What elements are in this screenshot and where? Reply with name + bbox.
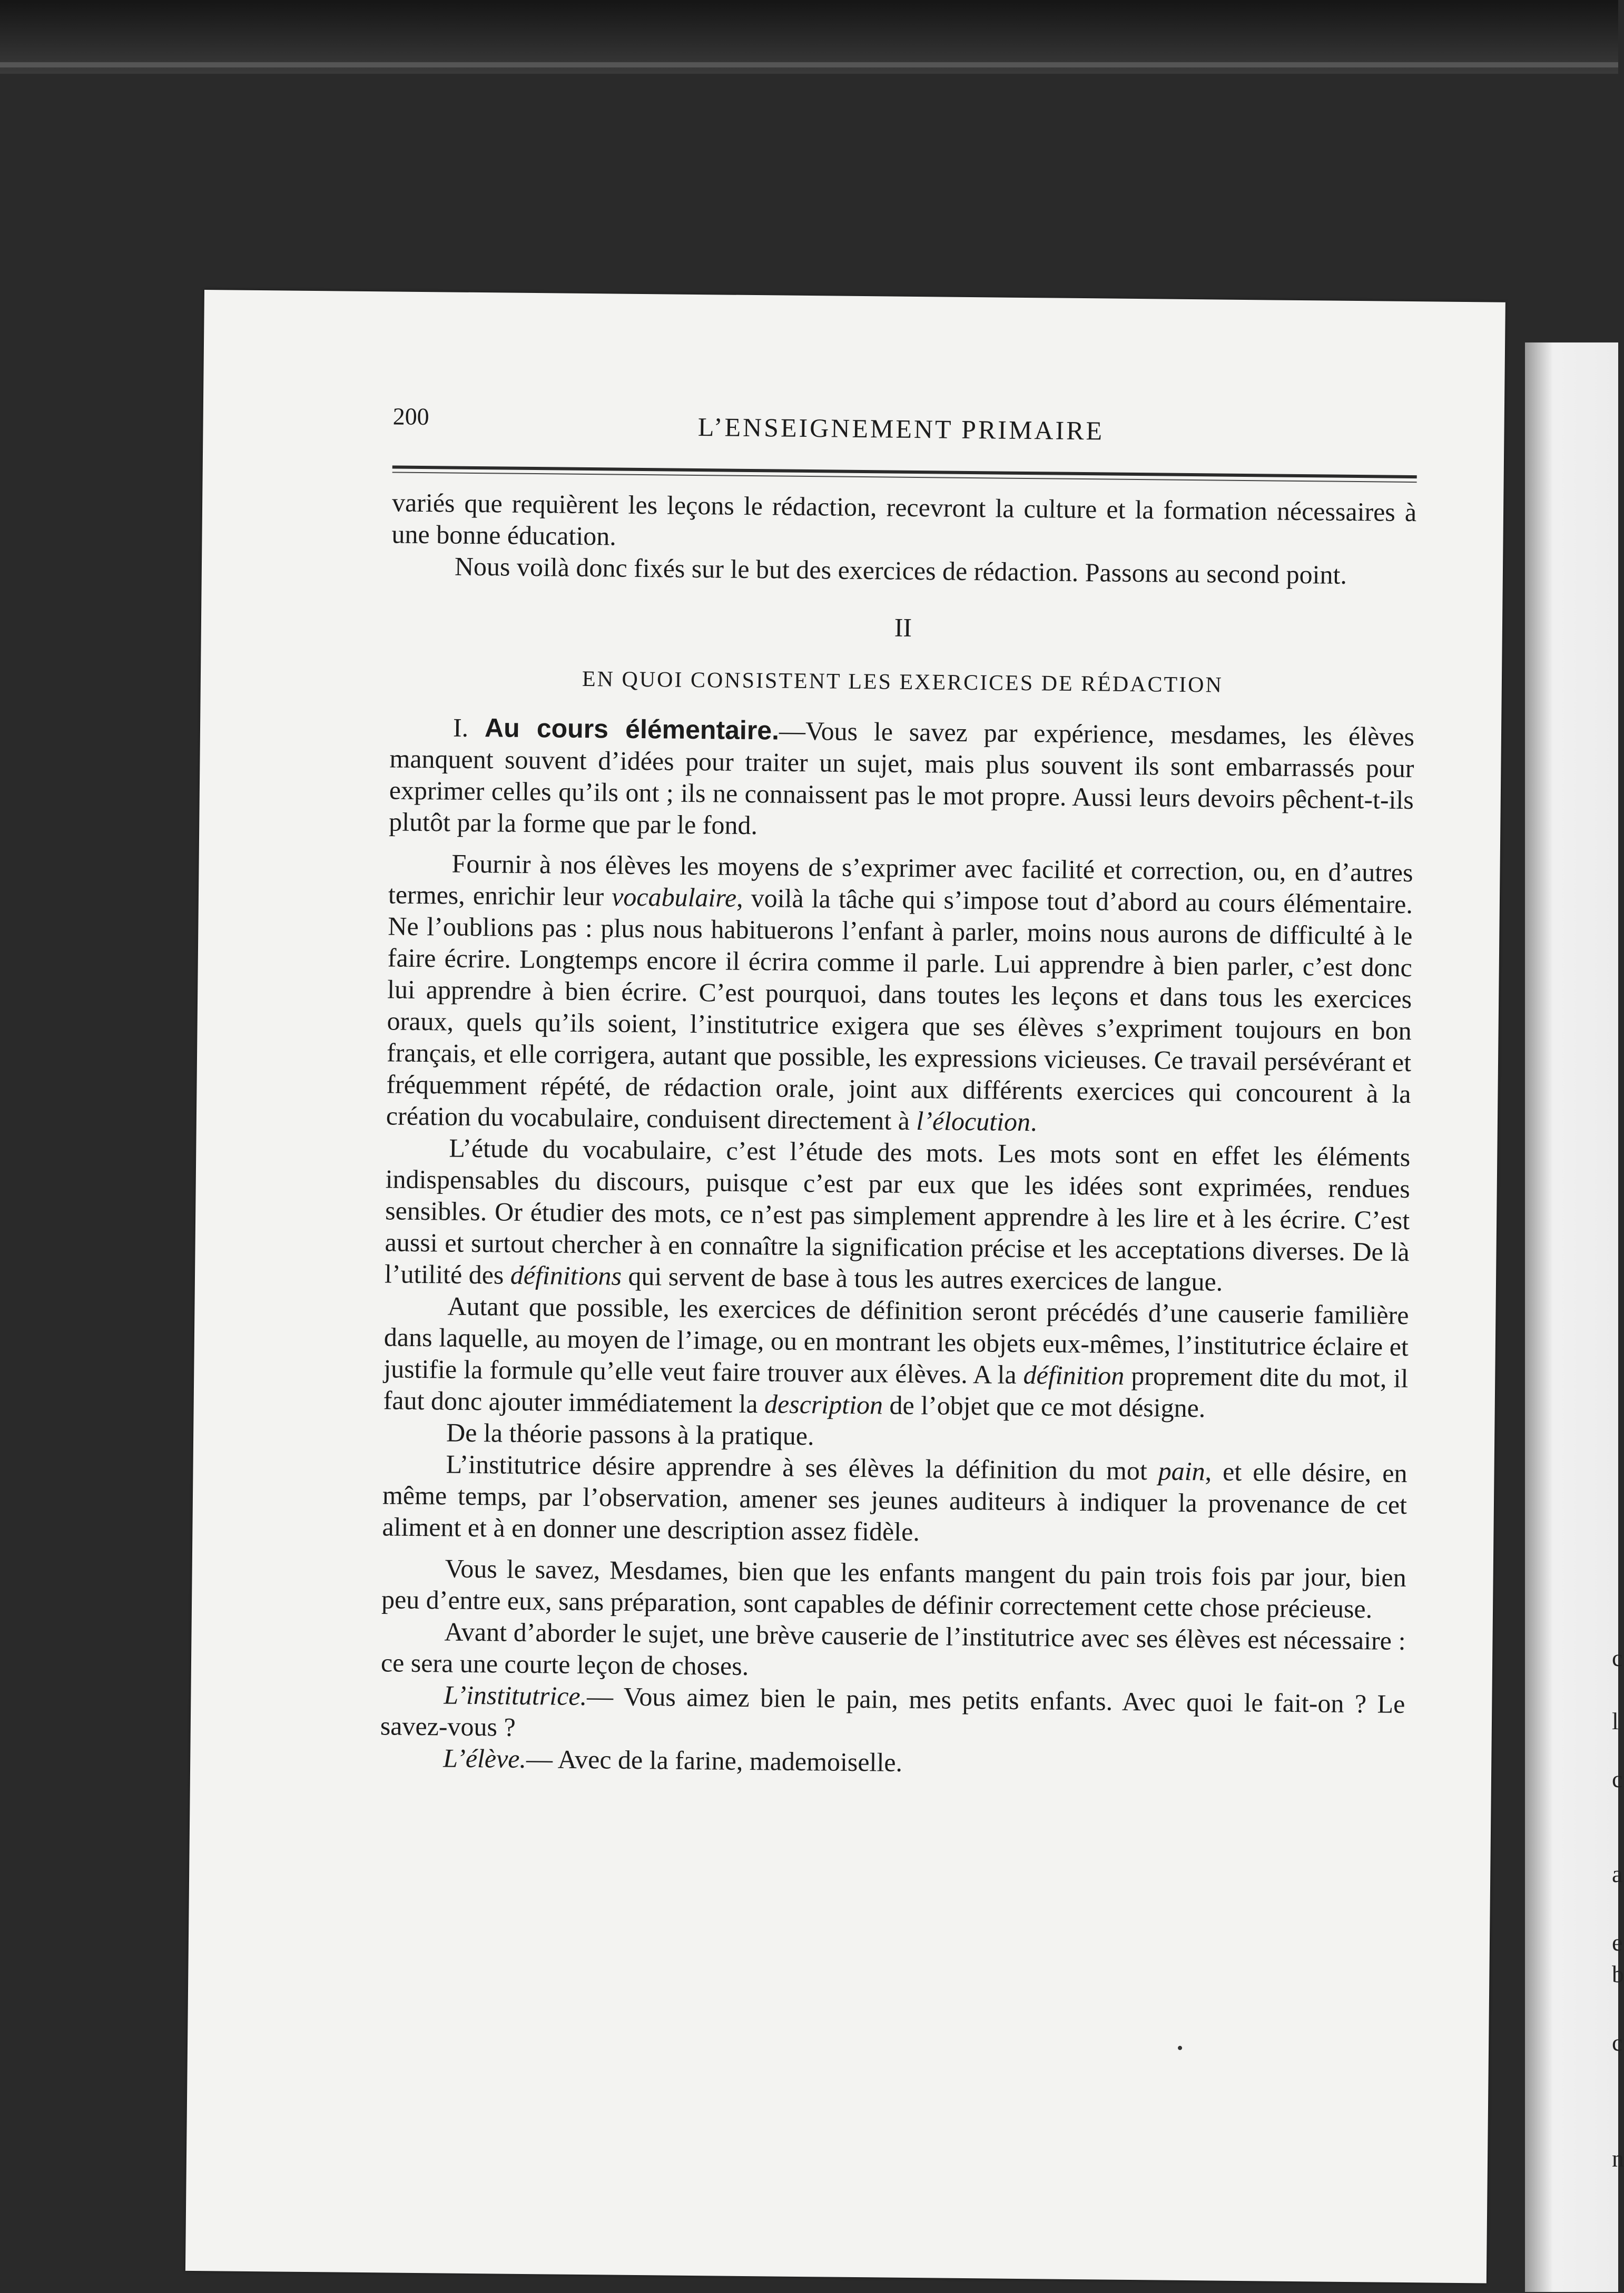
book-page <box>185 290 1505 2284</box>
section-numeral: II <box>894 612 912 642</box>
paragraph <box>385 1131 1411 1299</box>
paragraph: De la théorie passons à la pratique. <box>446 1417 814 1451</box>
paragraph-text: Autant que possible, les exercices de définition seront précédés d’une causerie familière dans laquelle, au moyen de l’image, ou en montrant les objets eux-mêmes, l’institutrice éclaire et justifie la formule qu’elle veut faire trouver aux élèves. A la <box>383 1291 1409 1390</box>
scan-band <box>0 62 1618 67</box>
adjacent-page-letter: b <box>1612 1961 1624 1987</box>
paragraph-text: proprement dite du mot, il faut donc ajouter immédiatement la <box>383 1360 1409 1419</box>
paragraph <box>386 847 1413 1141</box>
italic-term: vocabulaire <box>611 881 737 913</box>
paragraph-text: , voilà la tâche qui s’impose tout d’abord au cours élémentaire. Ne l’oublions pas : plus nous habituerons l’enfant à parler, moins nous aurons de difficulté à le faire écrire. Longtemps encore il écrira comme il parle. Lui apprendre à bien parler, c’est donc lui apprendre à bien écrire. C’est pourquoi, dans toutes les leçons et dans tous les exercices oraux, quels qu’ils soient, l’institutrice exigera que ses élèves s’expriment toujours en bon français, et elle corrigera, autant que possible, les expressions vicieuses. Ce travail persévérant et fréquemment répété, de rédaction orale, joint aux différents exercices qui concourent à la création du vocabulaire, conduisent directement à <box>386 883 1413 1136</box>
italic-term: définition <box>1023 1360 1125 1390</box>
paragraph-text: , et elle désire, en même temps, par l’observation, amener ses jeunes auditeurs à indiquer la provenance de cet aliment et à en donner une description assez fidèle. <box>382 1456 1408 1547</box>
dialogue-speaker: L’élève. <box>443 1743 527 1773</box>
paragraph-text: de l’objet que ce mot désigne. <box>882 1390 1206 1423</box>
adjacent-page-edge <box>1525 342 1624 2292</box>
page-body <box>380 486 1416 1783</box>
running-title: L’ENSEIGNEMENT PRIMAIRE <box>697 412 1105 446</box>
paragraph: variés que requièrent les leçons le rédaction, recevront la culture et la formation nécessaires à une bonne éducation. <box>391 487 1417 551</box>
subsection-number: I. <box>452 712 469 742</box>
subsection-heading: Au cours élémentaire. <box>484 713 780 746</box>
paragraph-text: . <box>1030 1107 1037 1137</box>
paragraph-text: Fournir à nos élèves les moyens de s’exprimer avec facilité et correction, ou, en d’autres termes, enrichir leur <box>388 848 1413 912</box>
paragraph: Nous voilà donc fixés sur le but des exercices de rédaction. Passons au second point. <box>454 551 1347 590</box>
dialogue-text: — Vous aimez bien le pain, mes petits enfants. Avec quoi le fait-on ? Le savez-vous ? <box>380 1681 1405 1742</box>
adjacent-page-letter: c <box>1612 1644 1623 1671</box>
paragraph <box>382 1447 1408 1552</box>
ink-speck <box>1178 2046 1182 2050</box>
paragraph: Avant d’aborder le sujet, une brève causerie de l’institutrice avec ses élèves est nécessaire : ce sera une courte leçon de choses. <box>380 1616 1406 1681</box>
dialogue-text: — Avec de la farine, mademoiselle. <box>526 1743 903 1777</box>
adjacent-page-letter: l <box>1612 1708 1619 1735</box>
adjacent-page-letter: c <box>1612 1766 1623 1792</box>
italic-term: l’élocution <box>916 1106 1031 1137</box>
paragraph: Vous le savez, Mesdames, bien que les enfants mangent du pain trois fois par jour, bien peu d’entre eux, sans préparation, sont capables de définir correctement cette chose précieuse. <box>381 1553 1406 1624</box>
adjacent-page-letter: c <box>1612 2029 1623 2056</box>
section-title: EN QUOI CONSISTENT LES EXERCICES DE RÉDACTION <box>582 667 1224 698</box>
paragraph-text: L’institutrice désire apprendre à ses élèves la définition du mot <box>446 1449 1159 1486</box>
paragraph-text: —Vous le savez par expérience, mesdames, les élèves manquent souvent d’idées pour traiter un sujet, mais plus souvent ils sont embarrassés pour exprimer celles qu’ils ont ; ils ne connaissent pas le mot propre. Aussi leurs devoirs pêchent-t-ils plutôt par la forme que par le fond. <box>389 716 1415 840</box>
adjacent-page-letter: a <box>1612 1860 1623 1887</box>
adjacent-page-letter: e <box>1612 1929 1623 1956</box>
italic-term: pain <box>1158 1456 1205 1486</box>
italic-term: description <box>764 1389 883 1420</box>
page-number: 200 <box>392 403 429 430</box>
italic-term: définitions <box>510 1260 622 1291</box>
paragraph-text: L’étude du vocabulaire, c’est l’étude des mots. Les mots sont en effet les éléments indispensables du discours, puisque c’est par eux que les idées sont exprimées, rendues sensibles. Or étudier des mots, ce n’est pas simplement apprendre à les lire et à les écrire. C’est aussi et surtout chercher à en connaître la signification précise et les acceptations diverses. De là l’utilité des <box>384 1133 1411 1290</box>
dialogue-line <box>380 1678 1405 1751</box>
paragraph-text: qui servent de base à tous les autres exercices de langue. <box>621 1261 1223 1297</box>
page-header <box>392 402 1410 465</box>
paragraph <box>383 1289 1409 1426</box>
adjacent-page-letter: n <box>1612 2145 1624 2172</box>
paragraph <box>389 711 1414 847</box>
dialogue-speaker: L’institutrice. <box>444 1680 587 1711</box>
